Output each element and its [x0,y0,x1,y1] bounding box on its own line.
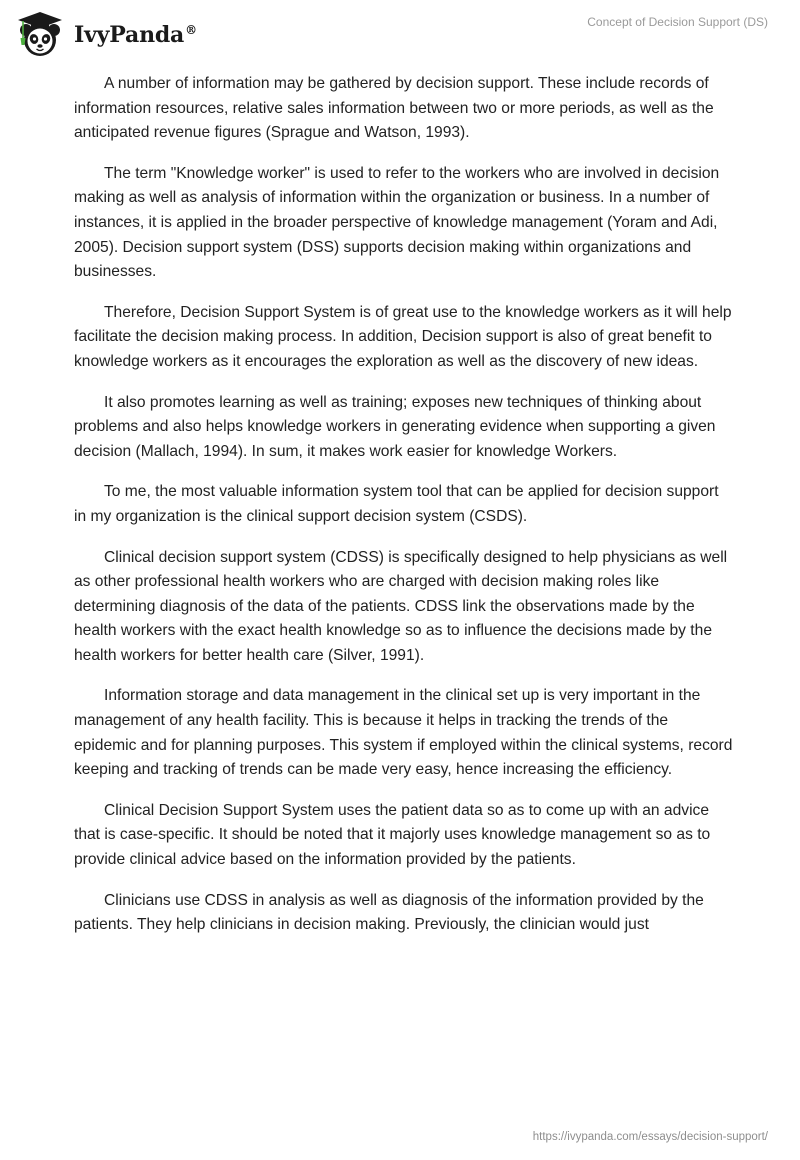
paragraph: Clinicians use CDSS in analysis as well as diagnosis of the information provided by the patients. They help clinicians in decision making. Previously, the clinician would just [74,891,704,934]
page-header [0,0,800,70]
paragraph: Clinical Decision Support System uses the patient data so as to come up with an advice that is case-specific. It should be noted that it majorly uses knowledge management so as to provide clinical advice based on the information provided by the patients. [74,801,711,869]
logo-link[interactable] [14,8,197,60]
document-title: Concept of Decision Support (DS) [587,15,768,29]
paragraph: Clinical decision support system (CDSS) is specifically designed to help physicians as well as other professional health workers who are charged with decision making roles like determining diagnosis of the data of the patients. CDSS link the observations made by the health workers with the exact health knowledge so as to influence the decisions made by the health workers for better health care (Silver, 1991). [74,548,728,664]
registered-mark: ® [185,22,197,37]
paragraph: Information storage and data management in the clinical set up is very important in the management of any health facility. This is because it helps in tracking the trends of the epidemic and for planning purposes. This system if employed within the clinical systems, record keeping and tracking of trends can be made very easy, hence increasing the efficiency. [74,687,733,779]
paragraph: The term "Knowledge worker" is used to refer to the workers who are involved in decision making as well as analysis of information within the organization or business. In a number of instances, it is applied in the broader perspective of knowledge management (Yoram and Adi, 2005). Decision support system (DSS) supports decision making within organizations and businesses. [74,164,720,281]
source-url-link[interactable]: https://ivypanda.com/essays/decision-support/ [532,1131,768,1143]
paragraph: It also promotes learning as well as training; exposes new techniques of thinking about problems and also helps knowledge workers in generating evidence when supporting a given decision (Mallach, 1994). In sum, it makes work easier for knowledge Workers. [74,393,716,460]
essay-body [74,72,734,954]
paragraph: To me, the most valuable information system tool that can be applied for decision support in my organization is the clinical support decision system (CSDS). [74,483,719,525]
logo-wordmark: IvyPanda® [74,22,197,48]
panda-graduate-icon [14,8,66,60]
paragraph: A number of information may be gathered by decision support. These include records of information resources, relative sales information between two or more periods, as well as the anticipated revenue figures (Sprague and Watson, 1993). [74,75,714,142]
paragraph: Therefore, Decision Support System is of great use to the knowledge workers as it will help facilitate the decision making process. In addition, Decision support is also of great benefit to knowledge workers as it encourages the exploration as well as the discovery of new ideas. [74,303,732,370]
